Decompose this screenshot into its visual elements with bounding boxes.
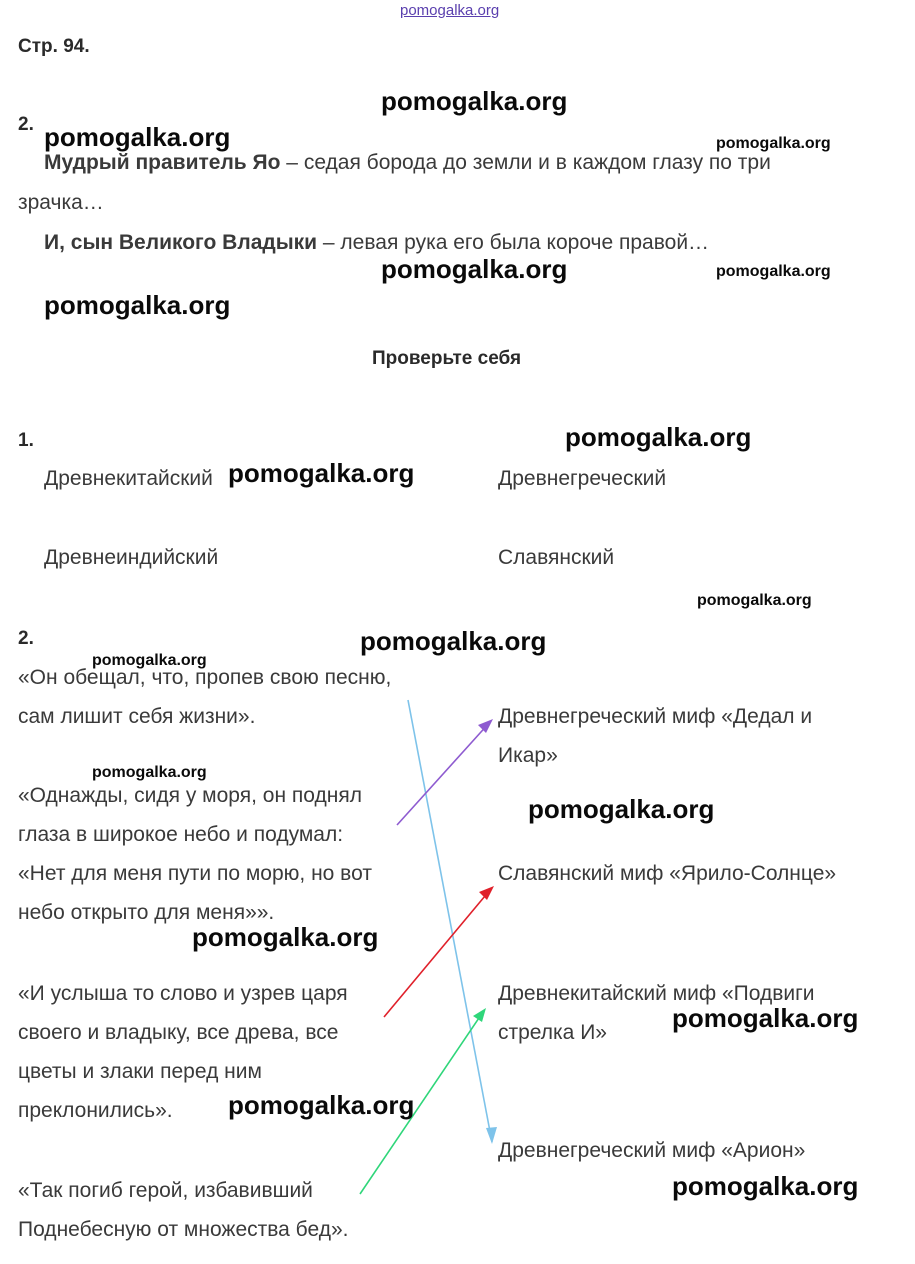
task2-top-number: 2. xyxy=(18,114,34,135)
watermark: pomogalka.org xyxy=(565,422,752,452)
task2-bottom-number: 2. xyxy=(18,628,34,649)
watermark: pomogalka.org xyxy=(228,458,415,488)
quote-line: «Нет для меня пути по морю, но вот xyxy=(18,862,372,885)
myth-line: Древнекитайский миф «Подвиги xyxy=(498,982,815,1005)
task1-number: 1. xyxy=(18,430,34,451)
watermark: pomogalka.org xyxy=(528,794,715,824)
quote-line: сам лишит себя жизни». xyxy=(18,705,256,728)
myth-line: Славянский миф «Ярило-Солнце» xyxy=(498,862,837,885)
quote-line: «И услыша то слово и узрев царя xyxy=(18,982,348,1005)
myth-line: Древнегреческий миф «Дедал и xyxy=(498,705,813,728)
watermark: pomogalka.org xyxy=(697,592,812,609)
watermark: pomogalka.org xyxy=(672,1003,859,1033)
ruler-yao-description: – седая борода до земли и в каждом глазу по три xyxy=(280,151,771,174)
task1-item: Славянский xyxy=(498,546,615,569)
arrowhead xyxy=(479,886,494,900)
watermark: pomogalka.org xyxy=(44,122,231,152)
task2-top-line1-cont: зрачка… xyxy=(18,191,104,214)
arrowhead xyxy=(486,1127,497,1144)
arrowhead xyxy=(478,719,493,733)
myth-line: Древнегреческий миф «Арион» xyxy=(498,1139,806,1162)
watermark: pomogalka.org xyxy=(228,1090,415,1120)
watermark: pomogalka.org xyxy=(381,86,568,116)
quote-line: «Однажды, сидя у моря, он поднял xyxy=(18,784,362,807)
quote-line: Поднебесную от множества бед». xyxy=(18,1218,349,1241)
watermark: pomogalka.org xyxy=(192,922,379,952)
son-i-description: – левая рука его была короче правой… xyxy=(317,231,710,254)
quote-line: преклонились». xyxy=(18,1099,173,1122)
ruler-yao-name: Мудрый правитель Яо xyxy=(44,151,281,174)
task1-item: Древнеиндийский xyxy=(44,546,219,569)
quote-line: небо открыто для меня»». xyxy=(18,901,275,924)
page-label: Стр. 94. xyxy=(18,36,90,57)
task1-item: Древнегреческий xyxy=(498,467,667,490)
watermark: pomogalka.org xyxy=(360,626,547,656)
myth-line: стрелка И» xyxy=(498,1021,607,1044)
watermark: pomogalka.org xyxy=(672,1171,859,1201)
quote-line: своего и владыку, все древа, все xyxy=(18,1021,339,1044)
son-i-name: И, сын Великого Владыки xyxy=(44,231,318,254)
watermark: pomogalka.org xyxy=(716,135,831,152)
arrowhead xyxy=(473,1008,486,1022)
quote-line: «Он обещал, что, пропев свою песню, xyxy=(18,666,392,689)
quote-line: глаза в широкое небо и подумал: xyxy=(18,823,344,846)
watermark: pomogalka.org xyxy=(381,254,568,284)
watermark: pomogalka.org xyxy=(716,263,831,280)
task1-item: Древнекитайский xyxy=(44,467,213,490)
myth-line: Икар» xyxy=(498,744,558,767)
watermark: pomogalka.org xyxy=(92,764,207,781)
arrow-quote3-to-myth2 xyxy=(384,890,490,1017)
section-title: Проверьте себя xyxy=(372,348,522,369)
quote-line: «Так погиб герой, избавивший xyxy=(18,1179,313,1202)
watermark-top-link[interactable]: pomogalka.org xyxy=(400,2,500,19)
watermark: pomogalka.org xyxy=(44,290,231,320)
quote-line: цветы и злаки перед ним xyxy=(18,1060,262,1083)
watermark: pomogalka.org xyxy=(92,652,207,669)
arrow-quote2-to-myth1 xyxy=(397,722,490,825)
